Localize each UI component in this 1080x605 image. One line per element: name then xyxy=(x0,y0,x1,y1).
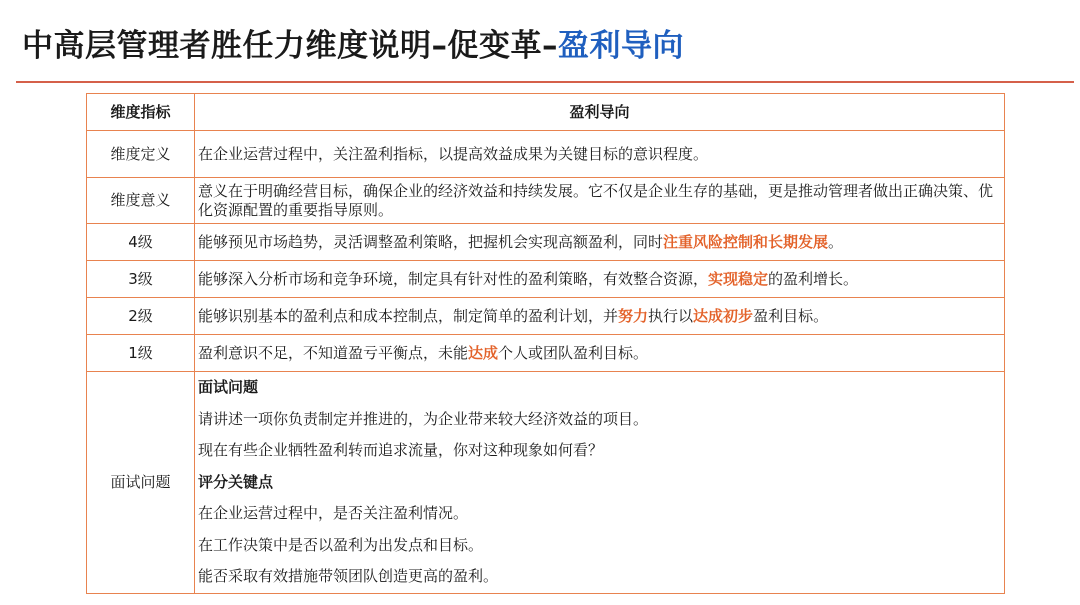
row-level-4 xyxy=(87,224,1005,261)
row-label-level-3: 3级 xyxy=(87,261,195,298)
row-label-meaning: 维度意义 xyxy=(87,178,195,224)
competency-table xyxy=(86,93,1005,594)
definition-text: 在企业运营过程中，关注盈利指标，以提高效益成果为关键目标的意识程度。 xyxy=(195,131,1005,178)
level-2-text-post: 盈利目标。 xyxy=(753,306,829,325)
row-label-definition: 维度定义 xyxy=(87,131,195,178)
level-1-text xyxy=(195,335,1005,372)
row-level-2 xyxy=(87,298,1005,335)
level-2-text-pre: 能够识别基本的盈利点和成本控制点，制定简单的盈利计划，并 xyxy=(198,306,619,325)
row-label-level-4: 4级 xyxy=(87,224,195,261)
row-level-1 xyxy=(87,335,1005,372)
scoring-keypoint: 在工作决策中是否以盈利为出发点和目标。 xyxy=(198,535,484,554)
level-1-text-pre: 盈利意识不足，不知道盈亏平衡点，未能 xyxy=(198,343,469,362)
scoring-keypoint: 能否采取有效措施带领团队创造更高的盈利。 xyxy=(198,567,499,585)
level-4-highlight: 注重风险控制和长期发展 xyxy=(663,232,829,251)
scoring-keypoint: 在企业运营过程中，是否关注盈利情况。 xyxy=(198,504,469,522)
row-interview xyxy=(87,372,1005,594)
page-title-main: 中高层管理者胜任力维度说明–促变革– xyxy=(22,28,558,64)
meaning-text: 意义在于明确经营目标，确保企业的经济效益和持续发展。它不仅是企业生存的基础，更是推动管理者做出正确决策、优化资源配置的重要指导原则。 xyxy=(195,178,1005,224)
level-3-highlight: 实现稳定 xyxy=(708,269,769,288)
table-header-row xyxy=(87,94,1005,131)
interview-question: 现在有些企业牺牲盈利转而追求流量，你对这种现象如何看？ xyxy=(198,441,604,459)
level-1-text-post: 个人或团队盈利目标。 xyxy=(498,343,649,362)
row-meaning xyxy=(87,178,1005,224)
interview-questions-title: 面试问题 xyxy=(198,378,259,396)
page-title xyxy=(22,20,684,64)
level-4-text-pre: 能够预见市场趋势，灵活调整盈利策略，把握机会实现高额盈利，同时 xyxy=(198,232,664,251)
level-2-highlight-initial: 达成初步 xyxy=(693,306,754,325)
level-1-highlight: 达成 xyxy=(468,343,499,362)
header-profit-orientation: 盈利导向 xyxy=(195,94,1005,131)
header-dimension-indicator: 维度指标 xyxy=(87,94,195,131)
row-label-level-2: 2级 xyxy=(87,298,195,335)
level-2-text-mid: 执行以 xyxy=(648,306,694,325)
level-3-text-pre: 能够深入分析市场和竞争环境，制定具有针对性的盈利策略，有效整合资源， xyxy=(198,269,709,288)
row-level-3 xyxy=(87,261,1005,298)
level-2-text xyxy=(195,298,1005,335)
level-4-text-post: 。 xyxy=(828,232,844,251)
level-2-highlight-effort: 努力 xyxy=(618,306,649,325)
scoring-keypoints-title: 评分关键点 xyxy=(198,472,274,491)
page-title-highlight: 盈利导向 xyxy=(558,28,684,64)
row-label-level-1: 1级 xyxy=(87,335,195,372)
interview-content xyxy=(195,372,1005,594)
interview-question: 请讲述一项你负责制定并推进的，为企业带来较大经济效益的项目。 xyxy=(198,409,649,428)
row-label-interview: 面试问题 xyxy=(87,372,195,594)
row-definition xyxy=(87,131,1005,178)
title-divider xyxy=(16,81,1074,83)
level-3-text xyxy=(195,261,1005,298)
level-4-text xyxy=(195,224,1005,261)
level-3-text-post: 的盈利增长。 xyxy=(768,269,859,288)
